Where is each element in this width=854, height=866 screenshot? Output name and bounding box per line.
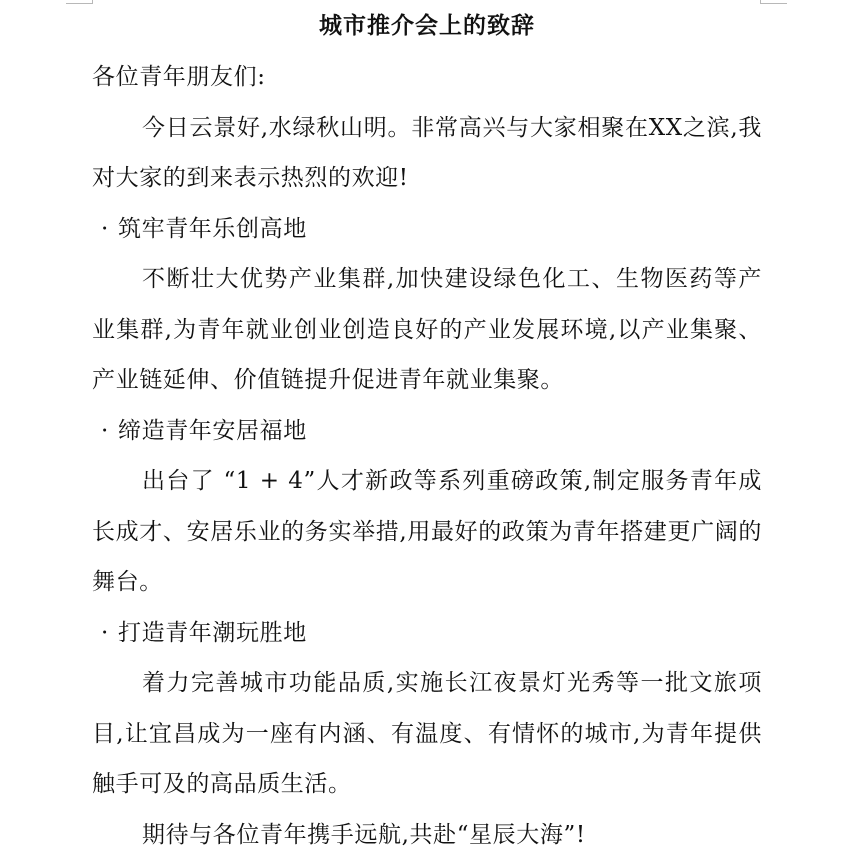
- section-body-2: 出台了 “1 + 4”人才新政等系列重磅政策,制定服务青年成长成才、安居乐业的务实举措,用最好的政策为青年搭建更广阔的舞台。: [92, 468, 762, 595]
- section-heading-text: 缔造青年安居福地: [118, 417, 307, 444]
- section-body-1: 不断壮大优势产业集群,加快建设绿色化工、生物医药等产业集群,为青年就业创业创造良好的产业发展环境,以产业集聚、产业链延伸、价值链提升促进青年就业集聚。: [92, 266, 762, 393]
- section-heading-text: 打造青年潮玩胜地: [118, 619, 307, 646]
- page-margin-corner-left: [66, 0, 93, 4]
- section-heading-2: [92, 406, 762, 457]
- bullet-icon: ·: [101, 619, 109, 646]
- section-heading-3: [92, 608, 762, 659]
- bullet-icon: ·: [101, 215, 109, 242]
- bullet-icon: ·: [101, 417, 109, 444]
- closing-paragraph: 期待与各位青年携手远航,共赴“星辰大海”!: [142, 821, 586, 848]
- document-title: 城市推介会上的致辞: [319, 12, 535, 39]
- salutation: 各位青年朋友们:: [92, 64, 266, 90]
- document-body: [92, 6, 762, 860]
- section-body-3: 着力完善城市功能品质,实施长江夜景灯光秀等一批文旅项目,让宜昌成为一座有内涵、有温度、有情怀的城市,为青年提供触手可及的高品质生活。: [92, 670, 762, 797]
- intro-paragraph: 今日云景好,水绿秋山明。非常高兴与大家相聚在XX之滨,我对大家的到来表示热烈的欢迎!: [92, 114, 762, 191]
- page-margin-corner-right: [760, 0, 787, 4]
- section-heading-text: 筑牢青年乐创高地: [118, 215, 307, 242]
- section-heading-1: [92, 204, 762, 255]
